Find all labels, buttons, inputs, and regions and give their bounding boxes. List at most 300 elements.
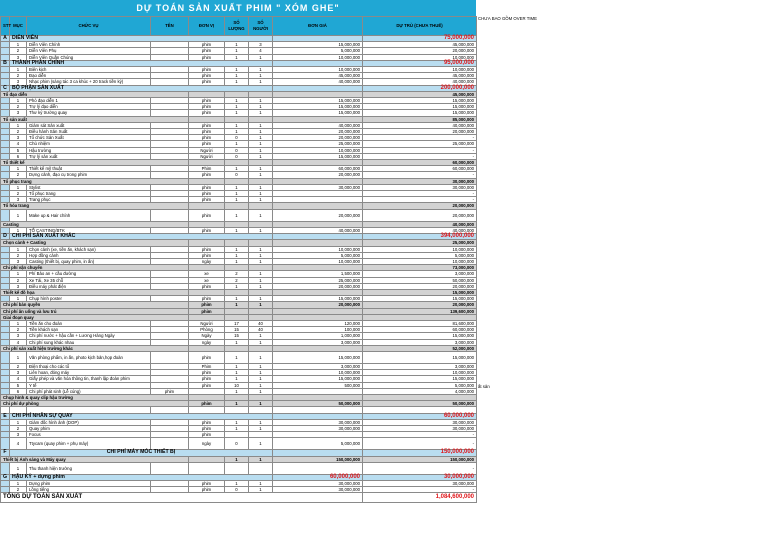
row-role: Hợp đồng cảnh	[27, 252, 151, 258]
row-price: 5,000,000	[273, 438, 363, 450]
subgroup-name: Chọn cảnh + Casting	[1, 240, 189, 246]
row-qty: 1	[225, 197, 249, 203]
row-ppl: 3	[249, 42, 273, 48]
row-qty: 1	[225, 339, 249, 345]
row-unit: phim	[189, 54, 225, 60]
row-ppl: 40	[249, 327, 273, 333]
row-role: Chọn cảnh (xe, tiền ăn, khách sạn)	[27, 246, 151, 252]
row-price: 20,000,000	[273, 172, 363, 178]
row-ppl: 1	[249, 67, 273, 73]
row-ppl: 1	[249, 487, 273, 493]
row-unit: Người	[189, 153, 225, 159]
row-qty: 1	[225, 252, 249, 258]
row-ppl: 1	[249, 271, 273, 277]
row-qty: 2	[225, 277, 249, 283]
row-number: 1	[10, 42, 27, 48]
row-ppl: 1	[249, 438, 273, 450]
row-name: phim	[151, 388, 189, 394]
row-price: 1,500,000	[273, 271, 363, 277]
row-number: 1	[10, 122, 27, 128]
row-unit: ngày	[189, 438, 225, 450]
row-number: 2	[10, 73, 27, 79]
row-unit: phim	[189, 191, 225, 197]
row-role: Chi phí nước + hậu cần + Lương Hàng Ngày	[27, 333, 151, 339]
row-role: Diễn Viên Quần Chúng	[27, 54, 151, 60]
sheet-title: DỰ TOÁN SẢN XUẤT PHIM " XÓM GHE"	[0, 0, 476, 16]
row-unit: phim	[189, 370, 225, 376]
row-ppl: 1	[249, 129, 273, 135]
row-ppl: 1	[249, 376, 273, 382]
row-price	[273, 462, 363, 474]
row-qty: 1	[225, 54, 249, 60]
row-qty: 1	[225, 283, 249, 289]
header-don-vi: ĐƠN VỊ	[189, 17, 225, 36]
row-total: 45,000,000	[363, 73, 477, 79]
row-price: 30,000,000	[273, 480, 363, 486]
row-qty: 1	[225, 376, 249, 382]
row-total: -	[363, 153, 477, 159]
row-ppl: 1	[249, 419, 273, 425]
row-unit: phim	[189, 425, 225, 431]
subgroup-total: 20,000,000	[363, 203, 477, 209]
row-price: 10,000,000	[273, 258, 363, 264]
subgroup-name: Tổ đạo diễn	[1, 91, 189, 97]
subgroup-name: Tổ phục trang	[1, 178, 189, 184]
row-number: 1	[10, 480, 27, 486]
row-total: 20,000,000	[363, 283, 477, 289]
row-unit	[189, 462, 225, 474]
row-role: Phó đạo diễn 1	[27, 98, 151, 104]
subgroup-name: Chi phí bản quyền	[1, 302, 189, 308]
row-qty: 2	[225, 271, 249, 277]
row-price: 30,000,000	[273, 184, 363, 190]
row-price: 40,000,000	[273, 122, 363, 128]
row-total: 40,000,000	[363, 79, 477, 85]
row-price: 10,000,000	[273, 246, 363, 252]
row-number: 1	[10, 462, 27, 474]
row-role: Giám đốc hình ảnh (DOP)	[27, 419, 151, 425]
row-total: -	[363, 172, 477, 178]
header-don-gia: ĐƠN GIÁ	[273, 17, 363, 36]
row-ppl: 1	[249, 122, 273, 128]
grand-total-row	[1, 493, 477, 503]
row-number: 2	[10, 104, 27, 110]
row-total: 60,000,000	[363, 166, 477, 172]
row-price: 15,000,000	[273, 296, 363, 302]
row-number: 3	[10, 370, 27, 376]
row-unit: ngày	[189, 339, 225, 345]
subgroup-total: 85,000,000	[363, 116, 477, 122]
row-unit: Phòng	[189, 327, 225, 333]
row-number: 2	[10, 425, 27, 431]
row-qty: 1	[225, 363, 249, 369]
row-qty: 1	[225, 246, 249, 252]
row-qty: 0	[225, 135, 249, 141]
row-qty: 10	[225, 382, 249, 388]
row-unit: phim	[189, 419, 225, 425]
row-ppl: 1	[249, 425, 273, 431]
subgroup-total: 45,000,000	[363, 91, 477, 97]
row-price: 15,000,000	[273, 98, 363, 104]
row-ppl: 1	[249, 370, 273, 376]
subgroup-total: 139,600,000	[363, 308, 477, 314]
row-qty: 0	[225, 172, 249, 178]
table-row	[1, 209, 477, 221]
section-total: 95,000,000	[363, 60, 477, 66]
row-ppl: 1	[249, 197, 273, 203]
row-price: 15,000,000	[273, 42, 363, 48]
row-spacer	[1, 438, 10, 450]
header-stt: STT	[1, 17, 10, 36]
row-role: Thư ký trường quay	[27, 110, 151, 116]
row-name	[151, 351, 189, 363]
subgroup-name: Chụp hình & quay clip hậu trường	[1, 394, 189, 400]
row-name	[151, 209, 189, 221]
subgroup-price: 150,000,000	[273, 456, 363, 462]
header-so-nguoi: SỐ NGƯỜI	[249, 17, 273, 36]
row-total: 4,000,000	[363, 388, 477, 394]
row-number: 4	[10, 339, 27, 345]
row-unit: phim	[189, 122, 225, 128]
row-ppl: 1	[249, 79, 273, 85]
row-role: Hậu trường	[27, 147, 151, 153]
row-unit: xe	[189, 277, 225, 283]
row-role: Chi phí sung khác nhau	[27, 339, 151, 345]
subgroup-name: Tổ thiết kế	[1, 160, 189, 166]
row-total: 20,000,000	[363, 48, 477, 54]
row-unit: Phim	[189, 363, 225, 369]
row-price: 10,000,000	[273, 147, 363, 153]
row-role: Lồng tiếng	[27, 487, 151, 493]
row-price: 15,000,000	[273, 153, 363, 159]
subgroup-total: 73,000,000	[363, 265, 477, 271]
row-qty: 1	[225, 79, 249, 85]
table-row	[1, 438, 477, 450]
subgroup-total: 52,000,000	[363, 345, 477, 351]
row-price: 25,000,000	[273, 277, 363, 283]
subgroup-name: Chi phí ăn uống và lưu trú	[1, 308, 189, 314]
row-number: 4	[10, 141, 27, 147]
row-role: Điều hành Sản Xuất	[27, 129, 151, 135]
row-total: 20,000,000	[363, 209, 477, 221]
subgroup-name: Thiết kế đồ họa	[1, 289, 189, 295]
row-total: 10,000,000	[363, 54, 477, 60]
row-qty: 17	[225, 320, 249, 326]
row-unit: Người	[189, 147, 225, 153]
section-total: 75,000,000	[363, 36, 477, 42]
row-number: 1	[10, 271, 27, 277]
row-unit: phim	[189, 197, 225, 203]
row-total: -	[363, 462, 477, 474]
row-number: 5	[10, 382, 27, 388]
row-ppl: 1	[249, 480, 273, 486]
row-total: 40,000,000	[363, 122, 477, 128]
row-ppl	[249, 462, 273, 474]
row-name	[151, 462, 189, 474]
row-price: 15,000,000	[273, 104, 363, 110]
row-qty: 1	[225, 209, 249, 221]
subgroup-total: 15,000,000	[363, 289, 477, 295]
row-ppl: 1	[249, 191, 273, 197]
row-total: 30,000,000	[363, 480, 477, 486]
row-ppl: 1	[249, 333, 273, 339]
row-number: 2	[10, 48, 27, 54]
row-price: 45,000,000	[273, 73, 363, 79]
row-ppl: 1	[249, 277, 273, 283]
row-number: 1	[10, 351, 27, 363]
row-qty: 15	[225, 327, 249, 333]
row-price: 500,000	[273, 382, 363, 388]
row-unit: phim	[189, 98, 225, 104]
row-unit: phim	[189, 110, 225, 116]
row-unit: phim	[189, 135, 225, 141]
row-ppl: 1	[249, 184, 273, 190]
grand-total-label: TỔNG DỰ TOÁN SẢN XUẤT	[1, 493, 363, 503]
row-total: 15,000,000	[363, 104, 477, 110]
row-total: 10,000,000	[363, 258, 477, 264]
row-unit: Phim	[189, 166, 225, 172]
row-role: Trợ lý sản xuất	[27, 153, 151, 159]
row-ppl: 1	[249, 296, 273, 302]
section-letter: F	[1, 450, 10, 456]
row-role: Ttycam (quay phim + phụ máy)	[27, 438, 151, 450]
row-number: 2	[10, 487, 27, 493]
row-price: 1,000,000	[273, 333, 363, 339]
row-role: Diễn Viên Chính	[27, 42, 151, 48]
row-unit: Người	[189, 320, 225, 326]
row-price: 20,000,000	[273, 135, 363, 141]
row-spacer	[1, 209, 10, 221]
row-number: 6	[10, 153, 27, 159]
row-number: 1	[10, 296, 27, 302]
section-letter: E	[1, 413, 10, 419]
row-total: 15,000,000	[363, 110, 477, 116]
row-role: Quay phim	[27, 425, 151, 431]
budget-table	[0, 16, 477, 503]
row-total: 10,000,000	[363, 246, 477, 252]
row-number: 1	[10, 166, 27, 172]
row-price: 30,000,000	[273, 425, 363, 431]
row-role: Chi phí phát sinh (Lễ cúng)	[27, 388, 151, 394]
row-role: Stylist	[27, 184, 151, 190]
row-price: 5,000,000	[273, 252, 363, 258]
row-role: Y tế	[27, 382, 151, 388]
row-number: 1	[10, 320, 27, 326]
row-qty: 1	[225, 48, 249, 54]
row-number: 5	[10, 147, 27, 153]
row-unit: phim	[189, 252, 225, 258]
row-total: 5,000,000	[363, 252, 477, 258]
row-number: 1	[10, 246, 27, 252]
row-total: 3,000,000	[363, 271, 477, 277]
row-number: 1	[10, 227, 27, 233]
row-price: 30,000,000	[273, 419, 363, 425]
row-number: 2	[10, 327, 27, 333]
row-total: -	[363, 487, 477, 493]
row-unit: phim	[189, 79, 225, 85]
row-total: 60,000,000	[363, 327, 477, 333]
row-qty: 1	[225, 191, 249, 197]
row-role: Giám sát Sản xuất	[27, 122, 151, 128]
row-total: -	[363, 191, 477, 197]
subgroup-qty: 1	[225, 456, 249, 462]
row-ppl: 1	[249, 73, 273, 79]
subgroup-name: Tổ hóa trang	[1, 203, 189, 209]
row-price: 20,000,000	[273, 209, 363, 221]
section-letter: C	[1, 85, 10, 91]
row-ppl: 1	[249, 382, 273, 388]
row-number: 2	[10, 363, 27, 369]
row-unit: phim	[189, 382, 225, 388]
subgroup-total: 25,000,000	[363, 240, 477, 246]
row-unit: phim	[189, 67, 225, 73]
row-number: 3	[10, 110, 27, 116]
row-number: 2	[10, 172, 27, 178]
row-role: Giấy phép và văn hóa thông tin, thanh lập đoàn phim	[27, 376, 151, 382]
row-number: 1	[10, 184, 27, 190]
row-unit: phim	[189, 480, 225, 486]
row-price: 3,000,000	[273, 339, 363, 345]
row-role: TỔ CASTING/BTK	[27, 227, 151, 233]
subgroup-name: Giai đoạn quay	[1, 314, 189, 320]
row-total: 10,000,000	[363, 67, 477, 73]
row-number: 3	[10, 432, 27, 438]
row-qty: 1	[225, 110, 249, 116]
row-total: 3,000,000	[363, 339, 477, 345]
row-qty: 1	[225, 370, 249, 376]
section-total: 200,000,000	[363, 85, 477, 91]
row-unit: phim	[189, 283, 225, 289]
row-unit: phim	[189, 209, 225, 221]
side-header-note: CHƯA BAO GỒM OVER TIME	[478, 16, 537, 21]
row-unit: phim	[189, 432, 225, 438]
row-role: Tiền khách sạn	[27, 327, 151, 333]
row-qty: 1	[225, 104, 249, 110]
section-letter: D	[1, 234, 10, 240]
row-ppl: 1	[249, 166, 273, 172]
row-number: 3	[10, 258, 27, 264]
row-price: 10,000,000	[273, 370, 363, 376]
header-chuc-vu: CHỨC VỤ	[27, 17, 151, 36]
row-qty: 1	[225, 98, 249, 104]
row-role: Tổ chức Sản Xuất	[27, 135, 151, 141]
row-qty: 1	[225, 258, 249, 264]
subgroup-name: Chi phí dự phòng	[1, 401, 189, 407]
section-name: CHI PHÍ NHÂN SỰ QUAY	[10, 413, 273, 419]
section-name: HẬU KỲ + dựng phim	[10, 474, 273, 480]
row-total: 50,000,000	[363, 277, 477, 283]
row-total: 10,000,000	[363, 370, 477, 376]
row-total: -	[363, 135, 477, 141]
header-row	[1, 17, 477, 36]
row-number: 2	[10, 277, 27, 283]
row-price: 120,000	[273, 320, 363, 326]
header-ten: TÊN	[151, 17, 189, 36]
row-unit: phim	[189, 104, 225, 110]
row-qty: 1	[225, 419, 249, 425]
section-name: THÀNH PHẦN CHÍNH	[10, 60, 273, 66]
row-number: 4	[10, 376, 27, 382]
row-price: 15,000,000	[273, 376, 363, 382]
header-so-luong: SỐ LƯỢNG	[225, 17, 249, 36]
subgroup-name: Tổ sản xuất	[1, 116, 189, 122]
row-price: 15,000,000	[273, 351, 363, 363]
row-unit: phim	[189, 184, 225, 190]
row-number: 4	[10, 438, 27, 450]
row-ppl: 4	[249, 48, 273, 54]
row-unit: phim	[189, 172, 225, 178]
side-note: ất sản	[478, 384, 490, 389]
section-letter: A	[1, 36, 10, 42]
row-total: 15,000,000	[363, 98, 477, 104]
row-price: 10,000,000	[273, 54, 363, 60]
subgroup-name: Casting	[1, 221, 189, 227]
row-total: 15,000,000	[363, 351, 477, 363]
row-qty: 0	[225, 153, 249, 159]
subgroup-qty: 1	[225, 401, 249, 407]
row-price: 40,000,000	[273, 79, 363, 85]
section-name: CHI PHÍ SẢN XUẤT KHÁC	[10, 234, 273, 240]
row-role: Casting (thiết bị, quay phim, in ấn)	[27, 258, 151, 264]
row-price: 30,000,000	[273, 487, 363, 493]
row-role: Xe Tải, Xe 35 chỗ	[27, 277, 151, 283]
row-qty: 1	[225, 166, 249, 172]
row-total: 15,000,000	[363, 333, 477, 339]
row-unit: phim	[189, 42, 225, 48]
row-unit: phim	[189, 351, 225, 363]
subgroup-price: 50,000,000	[273, 401, 363, 407]
row-number: 3	[10, 135, 27, 141]
row-role: Trợ lý đạo diễn	[27, 104, 151, 110]
row-price: 25,000,000	[273, 141, 363, 147]
row-unit: phim	[189, 129, 225, 135]
row-total: 15,000,000	[363, 376, 477, 382]
row-number: 3	[10, 54, 27, 60]
row-qty: 1	[225, 184, 249, 190]
row-unit: phim	[189, 48, 225, 54]
row-qty: 0	[225, 147, 249, 153]
row-qty: 1	[225, 296, 249, 302]
row-ppl: 1	[249, 283, 273, 289]
row-ppl: 1	[249, 351, 273, 363]
row-number: 6	[10, 388, 27, 394]
section-name: DIỄN VIÊN	[10, 36, 273, 42]
subgroup-name: Thiết bị Ánh sáng và Máy quay	[1, 456, 189, 462]
row-ppl: 1	[249, 147, 273, 153]
row-price: 20,000,000	[273, 129, 363, 135]
header-du-tru: DỰ TRÙ (CHƯA THUẾ)	[363, 17, 477, 36]
row-total: -	[363, 438, 477, 450]
section-letter: B	[1, 60, 10, 66]
row-qty: 1	[225, 351, 249, 363]
row-total: 30,000,000	[363, 419, 477, 425]
row-role: Thu thanh hiện trường	[27, 462, 151, 474]
row-price: 60,000,000	[273, 166, 363, 172]
subgroup-total: 20,000,000	[363, 302, 477, 308]
row-spacer	[1, 351, 10, 363]
row-number: 1	[10, 67, 27, 73]
row-unit: phim	[189, 227, 225, 233]
row-price: 5,000,000	[273, 48, 363, 54]
row-price: 100,000	[273, 327, 363, 333]
row-ppl: 1	[249, 141, 273, 147]
row-role: Điều máy phát điện	[27, 283, 151, 289]
row-qty: 1	[225, 42, 249, 48]
row-unit: phim	[189, 73, 225, 79]
row-role: Nhạc phim (sáng tác 3 ca khúc + 20 track tiền kỳ)	[27, 79, 151, 85]
row-role: Thiết kế mỹ thuật	[27, 166, 151, 172]
row-total: -	[363, 197, 477, 203]
